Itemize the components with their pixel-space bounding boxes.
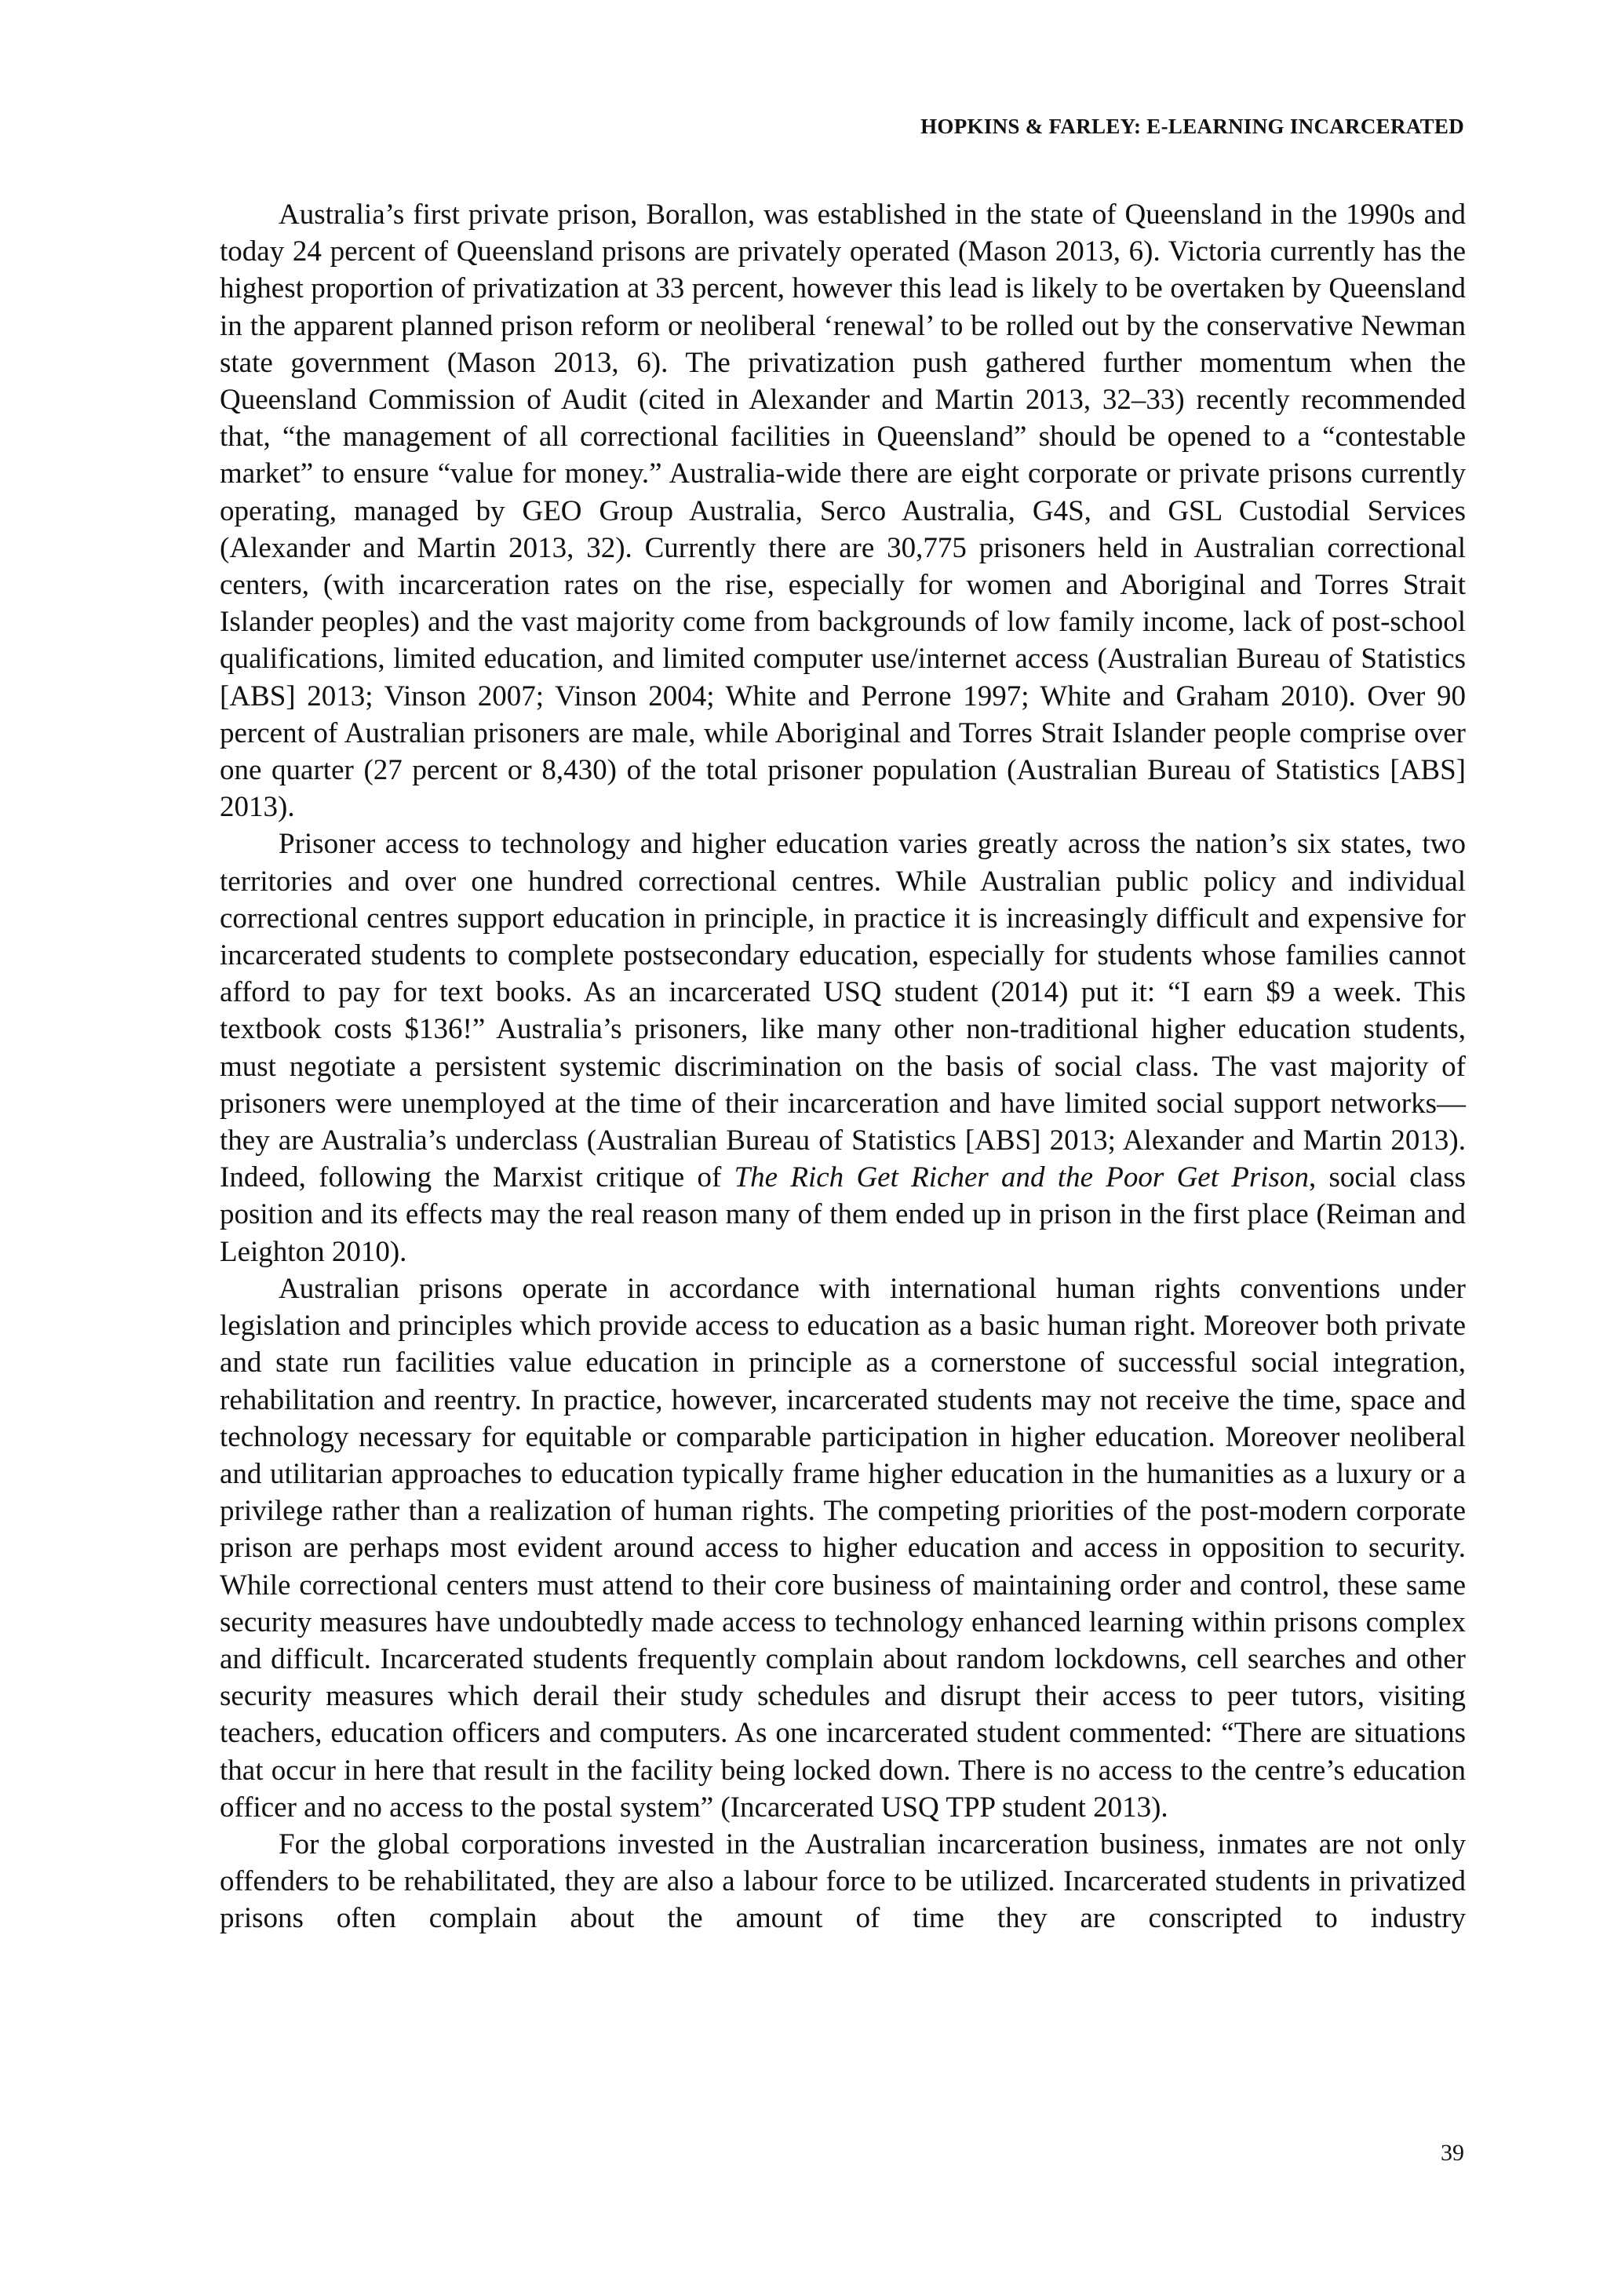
page-number: 39 xyxy=(1441,2140,1464,2166)
body-paragraph: Australian prisons operate in accordance with international human rights conventions under legislation and principles which provide access to education as a basic human right. Moreover both private and state run facilities value education in principle as a cornerstone of successful social integration, rehabilitation and reentry. In practice, however, incarcerated students may not receive the time, space and technology necessary for equitable or comparable participation in higher education. Moreover neoliberal and utilitarian approaches to education typically frame higher education in the humanities as a luxury or a privilege rather than a realization of human rights. The competing priorities of the post-modern corporate prison are perhaps most evident around access to higher education and access in opposition to security. While correctional centers must attend to their core business of maintaining order and control, these same security measures have undoubtedly made access to technology enhanced learning within prisons complex and difficult. Incarcerated students frequently complain about random lockdowns, cell searches and other security measures which derail their study schedules and disrupt their access to peer tutors, visiting teachers, education officers and computers. As one incarcerated student commented: “There are situations that occur in here that result in the facility being locked down. There is no access to the centre’s education officer and no access to the postal system” (Incarcerated USQ TPP student 2013). xyxy=(220,1272,1466,1824)
paragraph-text: , social class position and its effects may the real reason many of them ended up in prison in the first place (Reiman and Leighton 2010). xyxy=(220,1161,1466,1268)
italic-book-title: The Rich Get Richer and the Poor Get Prison xyxy=(734,1161,1309,1194)
paragraph-text: Prisoner access to technology and higher education varies greatly across the nation’s six states, two territories and over one hundred correctional centres. While Australian public policy and individual correctional centres support education in principle, in practice it is increasingly difficult and expensive for incarcerated students to complete postsecondary education, especially for students whose families cannot afford to pay for text books. As an incarcerated USQ student (2014) put it: “I earn $9 a week. This textbook costs $136!” Australia’s prisoners, like many other non-traditional higher education students, must negotiate a persistent systemic discrimination on the basis of social class. The vast majority of prisoners were unemployed at the time of their incarceration and have limited social support networks—they are Australia’s underclass (Australian Bureau of Statistics [ABS] 2013; Alexander and Martin 2013). Indeed, following the Marxist critique of xyxy=(220,828,1466,1194)
body-paragraph: Australia’s first private prison, Borallon, was established in the state of Queensland in the 1990s and today 24 percent of Queensland prisons are privately operated (Mason 2013, 6). Victoria currently has the highest proportion of privatization at 33 percent, however this lead is likely to be overtaken by Queensland in the apparent planned prison reform or neoliberal ‘renewal’ to be rolled out by the conservative Newman state government (Mason 2013, 6). The privatization push gathered further momentum when the Queensland Commission of Audit (cited in Alexander and Martin 2013, 32–33) recently recommended that, “the management of all correctional facilities in Queensland” should be opened to a “contestable market” to ensure “value for money.” Australia-wide there are eight corporate or private prisons currently operating, managed by GEO Group Australia, Serco Australia, G4S, and GSL Custodial Services (Alexander and Martin 2013, 32). Currently there are 30,775 prisoners held in Australian correctional centers, (with incarceration rates on the rise, especially for women and Aboriginal and Torres Strait Islander peoples) and the vast majority come from backgrounds of low family income, lack of post-school qualifications, limited education, and limited computer use/internet access (Australian Bureau of Statistics [ABS] 2013; Vinson 2007; Vinson 2004; White and Perrone 1997; White and Graham 2010). Over 90 percent of Australian prisoners are male, while Aboriginal and Torres Strait Islander people comprise over one quarter (27 percent or 8,430) of the total prisoner population (Australian Bureau of Statistics [ABS] 2013). xyxy=(220,199,1466,824)
running-head: HOPKINS & FARLEY: E-LEARNING INCARCERATED xyxy=(920,115,1464,138)
body-paragraph xyxy=(220,825,1466,1270)
body-paragraph-continued: For the global corporations invested in the Australian incarceration business, inmates are not only offenders to be rehabilitated, they are also a labour force to be utilized. Incarcerated students in privatized prisons often complain about the amount of time they are conscripted to industry xyxy=(220,1828,1466,1935)
article-body xyxy=(220,196,1466,1937)
